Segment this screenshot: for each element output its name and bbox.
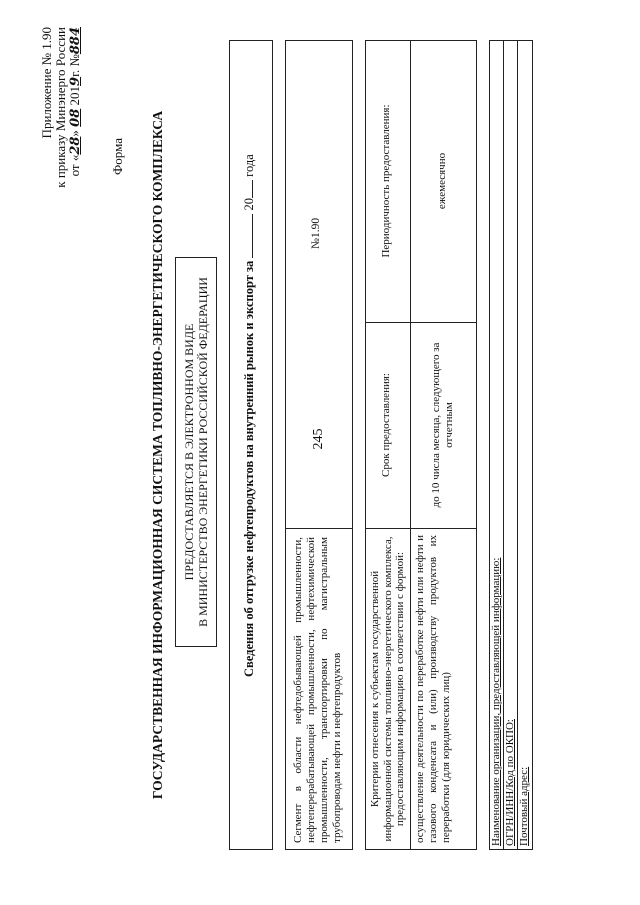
date-day: 28 (68, 136, 83, 155)
postal-address-label: Почтовый адрес: (518, 766, 530, 846)
organization-name-label: Наименование организации, предоставляющей информацию: (490, 557, 502, 846)
system-title: ГОСУДАРСТВЕННАЯ ИНФОРМАЦИОННАЯ СИСТЕМА ТОПЛИВНО-ЭНЕРГЕТИЧЕСКОГО КОМПЛЕКСА (150, 110, 165, 800)
year-prefix: 20 (242, 197, 256, 211)
frequency-header: Периодичность предоставления: (380, 104, 392, 258)
date-year-suffix: 9 (68, 76, 83, 86)
report-title (242, 154, 257, 677)
ogrn-label: ОГРН/ИНН/Код по ОКПО: (504, 719, 516, 846)
year-suffix: года (242, 154, 256, 177)
table-header-divider (410, 41, 411, 849)
deadline-header: Срок предоставления: (380, 373, 392, 477)
segment-box (285, 40, 353, 850)
period-blank[interactable] (242, 214, 253, 258)
date-prefix: от « (67, 154, 82, 177)
date-separator: » (67, 126, 82, 137)
form-label: Форма (110, 138, 125, 175)
frequency-value: ежемесячно (436, 152, 448, 210)
organization-box (489, 40, 533, 850)
table-col-divider-1 (366, 528, 476, 529)
electronic-line-2: В МИНИСТЕРСТВО ЭНЕРГЕТИКИ РОССИЙСКОЙ ФЕДЕРАЦИИ (196, 277, 210, 627)
date-month: 08 (68, 108, 83, 127)
org-row-line-2 (517, 41, 518, 849)
appendix-number: Приложение № 1.90 (39, 27, 54, 139)
order-reference: к приказу Минэнерго России (53, 27, 68, 188)
order-date-line (68, 27, 83, 285)
appendix-header (40, 27, 83, 285)
year-blank[interactable] (242, 180, 253, 198)
page-number: 245 (311, 428, 326, 450)
criteria-table (365, 40, 477, 850)
report-title-text: Сведения об отгрузке нефтепродуктов на внутренний рынок и экспорт за (242, 260, 256, 677)
criteria-value: осуществление деятельности по переработке нефти или нефти и газового конденсата и (или) производству продуктов их переработки (для юридических лиц) (414, 535, 452, 843)
date-year-prefix: 201 (67, 85, 82, 109)
form-number: №1.90 (310, 217, 322, 249)
deadline-value: до 10 числа месяца, следующего за отчетным (430, 342, 455, 508)
criteria-header: Критерии отнесения к субъектам государственной информационной системы топливно-энергетического комплекса, предоставляющим информацию в соответствии с формой: (369, 536, 406, 842)
electronic-line-1: ПРЕДОСТАВЛЯЕТСЯ В ЭЛЕКТРОННОМ ВИДЕ (182, 323, 196, 581)
report-title-box (229, 40, 273, 850)
segment-divider (286, 528, 352, 529)
order-number: 884 (68, 27, 83, 55)
segment-description: Сегмент в области нефтедобывающей промышленности, нефтеперерабатывающей промышленности, нефтехимической промышленности, транспортировки по магистральным трубопроводам нефти и нефтепродуктов (292, 537, 343, 843)
electronic-submission-box (175, 257, 217, 647)
date-number-prefix: г. № (67, 54, 82, 77)
